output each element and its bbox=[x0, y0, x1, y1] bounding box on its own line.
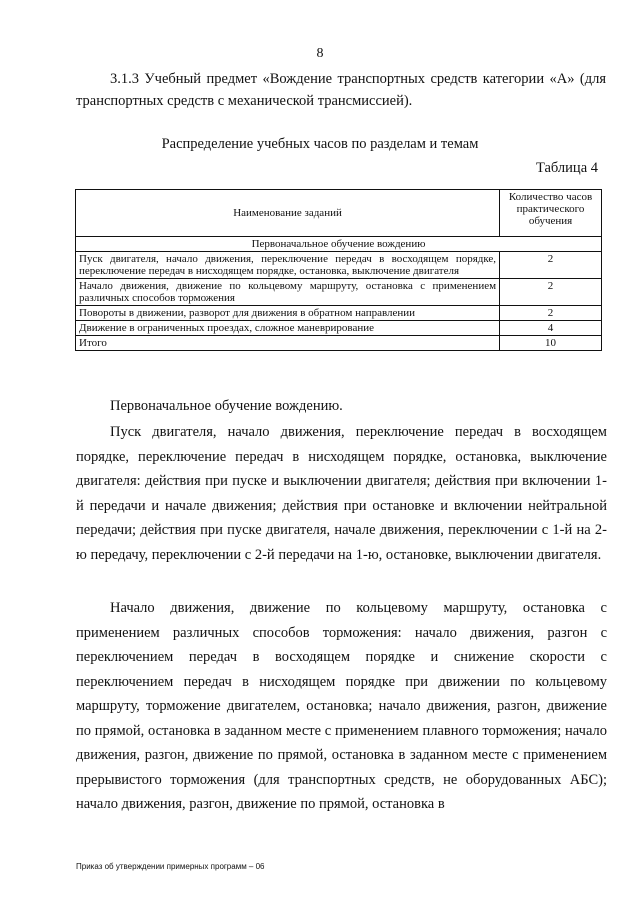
table-header-row bbox=[76, 190, 602, 237]
table-row bbox=[76, 252, 602, 279]
table-cell-hours: 10 bbox=[500, 336, 602, 351]
table-section-title: Первоначальное обучение вождению bbox=[76, 237, 602, 252]
paragraph-engine-start: Пуск двигателя, начало движения, переключение передач в восходящем порядке, переключение передач в нисходящем порядке, остановка, выключение двигателя: действия при пуске и выключении двигателя; действия при включении 1-й передачи и начале движения; действия при остановке и включении нейтральной передачи; действия при пуске двигателя, начале движения, переключении с 1-й на 2-ю передачу, переключении с 2-й передачи на 1-ю, остановке, выключении двигателя. bbox=[76, 424, 607, 563]
paragraph-ring-route: Начало движения, движение по кольцевому маршруту, остановка с применением различных способов торможения: начало движения, разгон с переключением передач в восходящем порядке и снижение скорости с переключением передач в нисходящем порядке при движении по кольцевому маршруту, торможение двигателем, остановка; начало движения, разгон, движение по прямой, остановка в заданном месте с применением плавного торможения; начало движения, разгон, движение по прямой, остановка в заданном месте с применением прерывистого торможения (для транспортных средств, не оборудованных АБС); начало движения, разгон, движение по прямой, остановка в bbox=[76, 600, 607, 812]
table-section-row bbox=[76, 237, 602, 252]
footer-note: Приказ об утверждении примерных программ – 06 bbox=[76, 862, 265, 871]
table-header-hours: Количество часов практического обучения bbox=[500, 190, 602, 237]
table-cell-name: Пуск двигателя, начало движения, переключение передач в восходящем порядке, переключение передач в нисходящем порядке, остановка, выключение двигателя bbox=[76, 252, 500, 279]
subject-heading: 3.1.3 Учебный предмет «Вождение транспортных средств категории «А» (для транспортных средств с механической трансмиссией). bbox=[76, 71, 606, 109]
table-row bbox=[76, 279, 602, 306]
table-cell-name: Движение в ограниченных проездах, сложное маневрирование bbox=[76, 321, 500, 336]
table-total-row bbox=[76, 336, 602, 351]
page-number: 8 bbox=[316, 46, 324, 61]
table-row bbox=[76, 321, 602, 336]
hours-table bbox=[75, 189, 602, 351]
table-label: Таблица 4 bbox=[535, 160, 598, 176]
table-cell-hours: 2 bbox=[500, 306, 602, 321]
table-row bbox=[76, 306, 602, 321]
table-cell-name: Повороты в движении, разворот для движения в обратном направлении bbox=[76, 306, 500, 321]
table-header-name: Наименование заданий bbox=[76, 190, 500, 237]
table-cell-hours: 2 bbox=[500, 252, 602, 279]
table-cell-name: Итого bbox=[76, 336, 500, 351]
table-cell-hours: 2 bbox=[500, 279, 602, 306]
table-cell-name: Начало движения, движение по кольцевому маршруту, остановка с применением различных способов торможения bbox=[76, 279, 500, 306]
distribution-title: Распределение учебных часов по разделам и темам bbox=[161, 136, 479, 152]
table-cell-hours: 4 bbox=[500, 321, 602, 336]
paragraph-intro: Первоначальное обучение вождению. bbox=[110, 398, 343, 414]
